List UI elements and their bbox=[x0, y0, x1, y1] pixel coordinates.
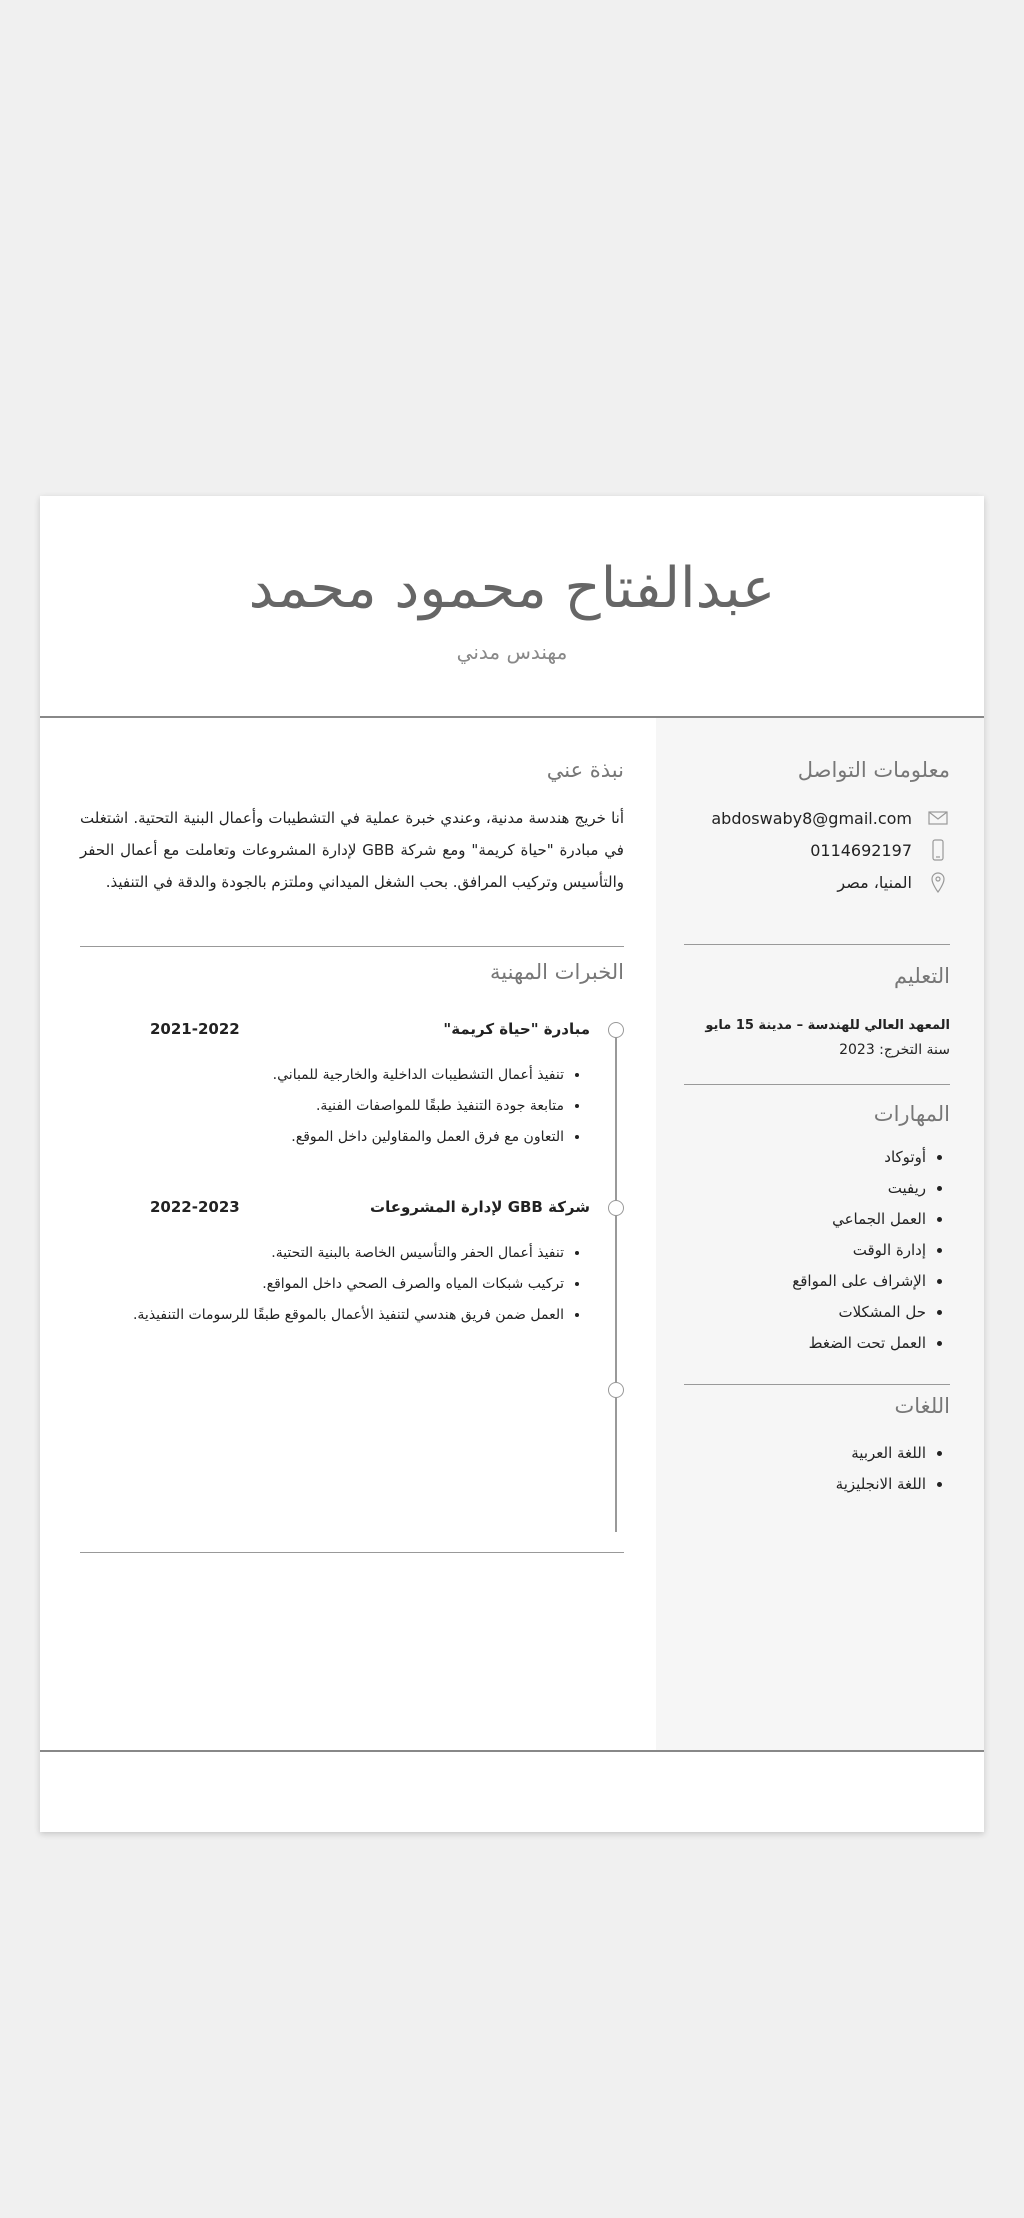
timeline-dot bbox=[608, 1022, 624, 1038]
contact-location: المنيا، مصر bbox=[837, 872, 912, 892]
skill-item: • العمل تحت الضغط bbox=[792, 1328, 926, 1359]
education-heading: التعليم bbox=[894, 964, 950, 988]
resume-page bbox=[40, 496, 984, 1832]
sidebar-divider bbox=[684, 1084, 950, 1085]
job-point: • التعاون مع فرق العمل والمقاولين داخل الموقع. bbox=[130, 1122, 564, 1153]
contact-phone-row bbox=[690, 834, 950, 866]
education-graduation: سنة التخرج: 2023 bbox=[839, 1042, 950, 1058]
job-date: 2021-2022 bbox=[150, 1020, 240, 1038]
language-item: • اللغة العربية bbox=[836, 1438, 926, 1469]
timeline-dot bbox=[608, 1382, 624, 1398]
job-point: • العمل ضمن فريق هندسي لتنفيذ الأعمال بالموقع طبقًا للرسومات التنفيذية. bbox=[130, 1300, 564, 1331]
contact-email-row bbox=[690, 802, 950, 834]
resume-header bbox=[40, 496, 984, 716]
job-point: • تنفيذ أعمال التشطيبات الداخلية والخارجية للمباني. bbox=[130, 1060, 564, 1091]
job-date: 2022-2023 bbox=[150, 1198, 240, 1216]
contact-location-row bbox=[690, 866, 950, 898]
skill-item: • العمل الجماعي bbox=[792, 1204, 926, 1235]
experience-heading: الخبرات المهنية bbox=[490, 960, 624, 984]
skill-item: • ريفيت bbox=[792, 1173, 926, 1204]
sidebar bbox=[656, 718, 984, 1750]
job-points bbox=[130, 1060, 590, 1153]
skills-list bbox=[792, 1142, 926, 1359]
job-point: • تركيب شبكات المياه والصرف الصحي داخل المواقع. bbox=[130, 1269, 564, 1300]
job-title: شركة GBB لإدارة المشروعات bbox=[370, 1198, 590, 1216]
phone-icon bbox=[926, 839, 950, 861]
candidate-name: عبدالفتاح محمود محمد bbox=[248, 556, 776, 621]
contact-phone[interactable]: 0114692197 bbox=[810, 840, 912, 860]
contact-list bbox=[690, 802, 950, 898]
education-institution: المعهد العالي للهندسة – مدينة 15 مايو bbox=[705, 1018, 950, 1033]
contact-email[interactable]: abdoswaby8@gmail.com bbox=[711, 808, 912, 828]
skills-heading: المهارات bbox=[873, 1102, 950, 1126]
mail-icon bbox=[926, 810, 950, 826]
skill-item: • إدارة الوقت bbox=[792, 1235, 926, 1266]
about-heading: نبذة عني bbox=[546, 758, 624, 782]
main-divider bbox=[80, 1552, 624, 1553]
timeline-dot bbox=[608, 1200, 624, 1216]
job-title: مبادرة "حياة كريمة" bbox=[443, 1020, 590, 1038]
sidebar-divider bbox=[684, 944, 950, 945]
location-pin-icon bbox=[926, 871, 950, 893]
main-column bbox=[40, 718, 656, 1750]
main-divider bbox=[80, 946, 624, 947]
language-item: • اللغة الانجليزية bbox=[836, 1469, 926, 1500]
candidate-title: مهندس مدني bbox=[456, 640, 568, 664]
skill-item: • أوتوكاد bbox=[792, 1142, 926, 1173]
job-point: • تنفيذ أعمال الحفر والتأسيس الخاصة بالبنية التحتية. bbox=[130, 1238, 564, 1269]
timeline-line bbox=[615, 1024, 617, 1532]
skill-item: • الإشراف على المواقع bbox=[792, 1266, 926, 1297]
job-point: • متابعة جودة التنفيذ طبقًا للمواصفات الفنية. bbox=[130, 1091, 564, 1122]
sidebar-divider bbox=[684, 1384, 950, 1385]
languages-list bbox=[836, 1438, 926, 1500]
about-text: أنا خريج هندسة مدنية، وعندي خبرة عملية في التشطيبات وأعمال البنية التحتية. اشتغلت في مبادرة "حياة كريمة" ومع شركة GBB لإدارة المشروعات وتعاملت مع أعمال الحفر والتأسيس وتركيب المرافق. بحب الشغل الميداني وملتزم بالجودة والدقة في التنفيذ. bbox=[80, 809, 624, 891]
languages-heading: اللغات bbox=[894, 1394, 950, 1418]
footer-divider bbox=[40, 1750, 984, 1752]
skill-item: • حل المشكلات bbox=[792, 1297, 926, 1328]
contact-heading: معلومات التواصل bbox=[797, 758, 950, 782]
job-points bbox=[130, 1238, 590, 1331]
